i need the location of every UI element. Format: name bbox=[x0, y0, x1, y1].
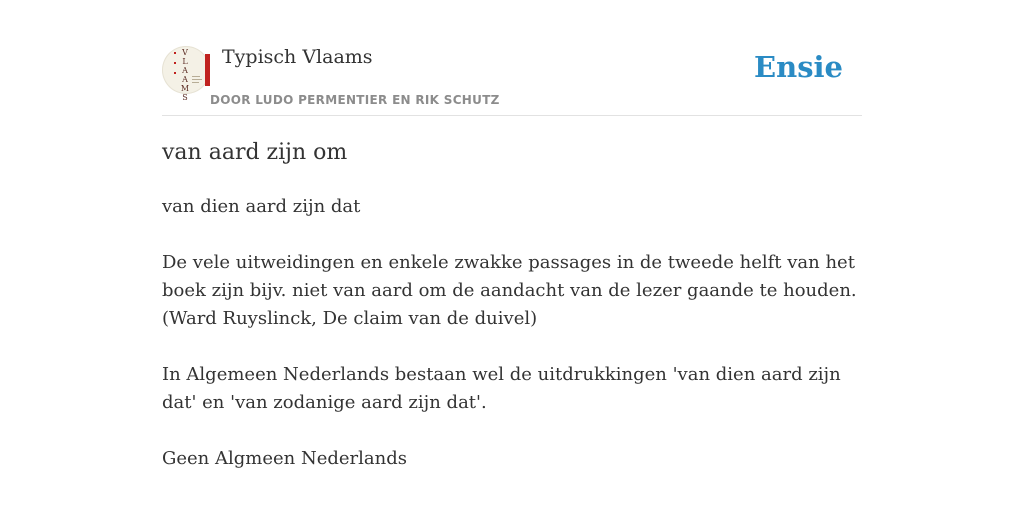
cover-line bbox=[192, 76, 200, 77]
book-cover-avatar[interactable] bbox=[162, 46, 210, 102]
spacer bbox=[162, 417, 862, 445]
definition-line: van dien aard zijn dat bbox=[162, 196, 361, 217]
spacer bbox=[162, 221, 862, 249]
example-sentence: De vele uitweidingen en enkele zwakke passages in de tweede helft van het boek zijn bijv. niet van aard om de aandacht van de lezer gaande te houden. bbox=[162, 252, 857, 301]
entry-definition bbox=[162, 193, 862, 473]
page-content bbox=[162, 0, 862, 512]
cover-red-strip bbox=[205, 54, 210, 86]
ensie-logo-link[interactable]: Ensie bbox=[754, 50, 843, 84]
usage-note: In Algemeen Nederlands bestaan wel de uitdrukkingen 'van dien aard zijn dat' en 'van zodanige aard zijn dat'. bbox=[162, 364, 841, 413]
spacer bbox=[162, 333, 862, 361]
entry-title: van aard zijn om bbox=[162, 140, 348, 165]
cover-ornament bbox=[174, 72, 176, 74]
example-source: (Ward Ruyslinck, De claim van de duivel) bbox=[162, 308, 538, 329]
status-note: Geen Algmeen Nederlands bbox=[162, 448, 407, 469]
site-title-link[interactable]: Typisch Vlaams bbox=[222, 46, 373, 68]
site-header bbox=[162, 0, 862, 116]
cover-lettering: V L A A M S bbox=[180, 48, 190, 102]
cover-ornament bbox=[174, 52, 176, 54]
authors-byline: DOOR LUDO PERMENTIER EN RIK SCHUTZ bbox=[210, 93, 500, 107]
cover-ornament bbox=[174, 62, 176, 64]
cover-line bbox=[192, 79, 202, 80]
cover-line bbox=[192, 82, 199, 83]
